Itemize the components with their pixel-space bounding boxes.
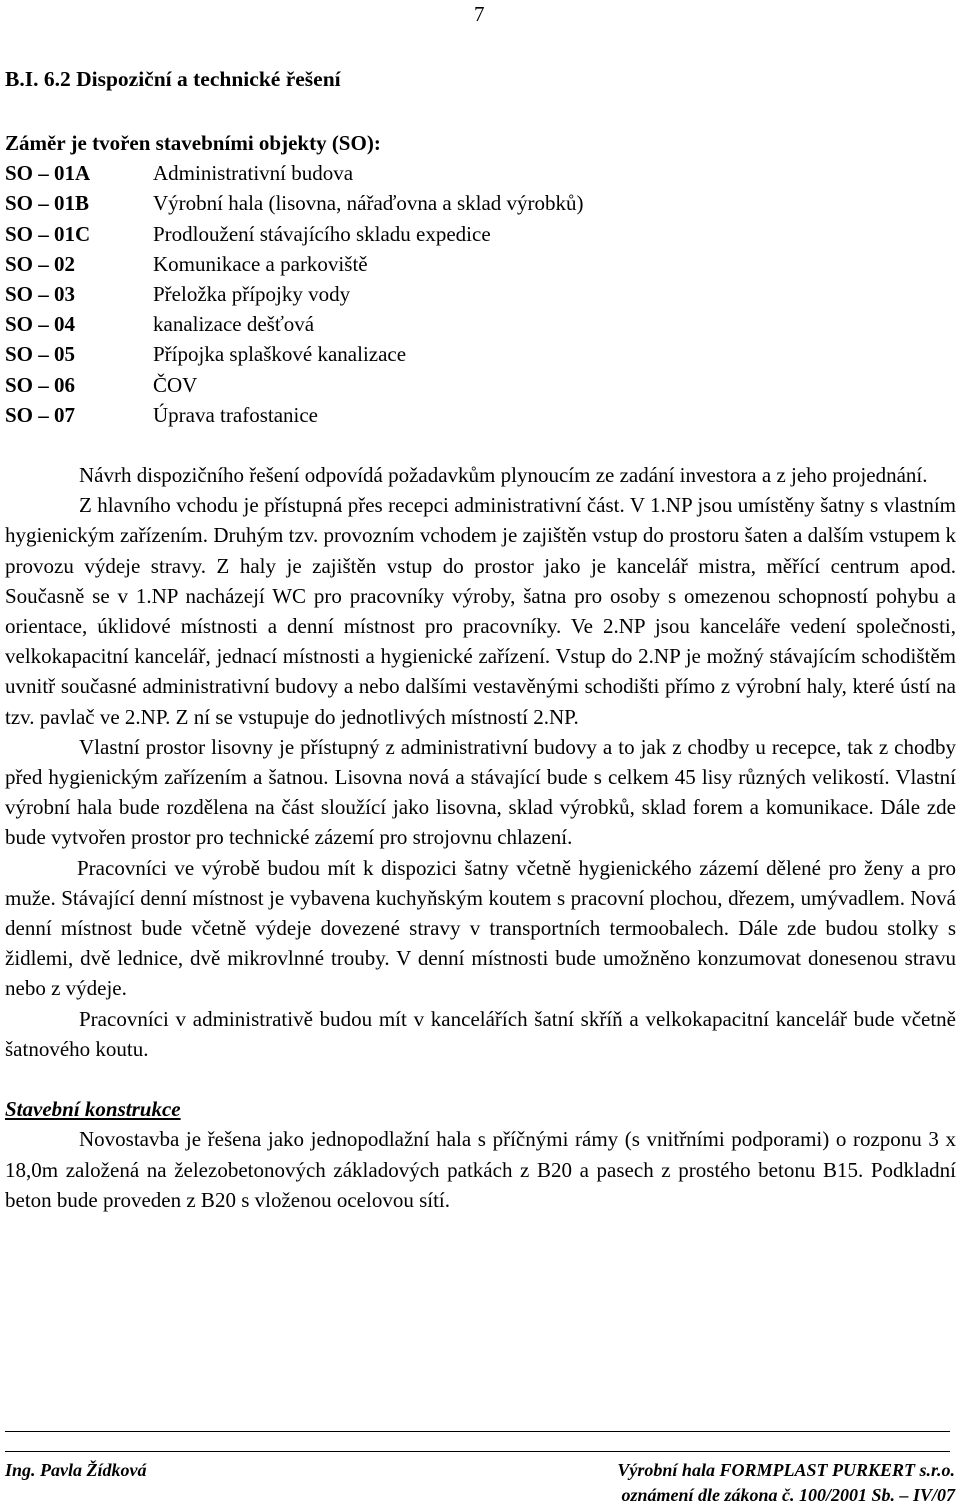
footer-divider	[5, 1431, 950, 1432]
list-item	[5, 370, 956, 400]
list-item	[5, 249, 956, 279]
object-name: ČOV	[153, 370, 956, 400]
objects-list	[5, 158, 956, 430]
paragraph-entrances: Z hlavního vchodu je přístupná přes recepci administrativní část. V 1.NP jsou umístěny šatny s vlastním hygienickým zařízením. Druhým tzv. provozním vchodem je zajištěn vstup do prostoru šaten a dalším vstupem k provozu výdeje stravy. Z haly je zajištěn vstup do prostor jako je kancelář mistra, měřící centrum apod. Současně se v 1.NP nacházejí WC pro pracovníky výroby, šatna pro osoby s omezenou schopností pohybu a orientace, úklidové místnosti a denní místnost pro pracovníky. Ve 2.NP jsou kanceláře vedení společnosti, velkokapacitní kancelář, jednací místnosti a hygienické zařízení. Vstup do 2.NP je možný stávajícím schodištěm uvnitř současné administrativní budovy a nebo dalšími vestavěnými schodišti přímo z výrobní haly, které ústí na tzv. pavlač ve 2.NP. Z ní se vstupuje do jednotlivých místností 2.NP.	[5, 490, 956, 732]
footer-divider	[5, 1451, 950, 1452]
object-code: SO – 01C	[5, 219, 153, 249]
object-name: Prodloužení stávajícího skladu expedice	[153, 219, 956, 249]
document-body	[5, 128, 956, 1215]
object-code: SO – 05	[5, 339, 153, 369]
object-name: Komunikace a parkoviště	[153, 249, 956, 279]
object-code: SO – 07	[5, 400, 153, 430]
objects-intro: Záměr je tvořen stavebními objekty (SO):	[5, 128, 956, 158]
footer-notice: oznámení dle zákona č. 100/2001 Sb. – IV/07	[5, 1483, 955, 1507]
paragraph-design: Návrh dispozičního řešení odpovídá požadavkům plynoucím ze zadání investora a z jeho projednání.	[5, 460, 956, 490]
construction-heading: Stavební konstrukce	[5, 1094, 956, 1124]
object-code: SO – 04	[5, 309, 153, 339]
page-footer	[5, 1458, 955, 1507]
list-item	[5, 309, 956, 339]
paragraph-admin-staff: Pracovníci v administrativě budou mít v kancelářích šatní skříň a velkokapacitní kancelář bude včetně šatnového koutu.	[5, 1004, 956, 1064]
list-item	[5, 158, 956, 188]
object-code: SO – 03	[5, 279, 153, 309]
object-name: Administrativní budova	[153, 158, 956, 188]
section-heading: B.I. 6.2 Dispoziční a technické řešení	[5, 67, 341, 92]
object-code: SO – 02	[5, 249, 153, 279]
list-item	[5, 219, 956, 249]
object-code: SO – 06	[5, 370, 153, 400]
list-item	[5, 279, 956, 309]
object-code: SO – 01A	[5, 158, 153, 188]
object-name: kanalizace dešťová	[153, 309, 956, 339]
footer-project: Výrobní hala FORMPLAST PURKERT s.r.o.	[617, 1458, 955, 1483]
paragraph-production-staff: Pracovníci ve výrobě budou mít k dispozici šatny včetně hygienického zázemí dělené pro ženy a pro muže. Stávající denní místnost je vybavena kuchyňským koutem s pracovní plochou, dřezem, umývadlem. Nová denní místnost bude včetně výdeje dovezené stravy v transportních termoobalech. Dále zde budou stolky s židlemi, dvě lednice, dvě mikrovlnné trouby. V denní místnosti bude umožněno konzumovat donesenou stravu nebo z výdeje.	[5, 853, 956, 1004]
page-number: 7	[474, 2, 485, 27]
list-item	[5, 400, 956, 430]
object-name: Přeložka přípojky vody	[153, 279, 956, 309]
paragraph-construction: Novostavba je řešena jako jednopodlažní hala s příčnými rámy (s vnitřními podporami) o rozponu 3 x 18,0m založená na železobetonových základových patkách z B20 a pasech z prostého betonu B15. Podkladní beton bude proveden z B20 s vloženou ocelovou sítí.	[5, 1124, 956, 1215]
paragraph-press-shop: Vlastní prostor lisovny je přístupný z administrativní budovy a to jak z chodby u recepce, tak z chodby před hygienickým zařízením a šatnou. Lisovna nová a stávající bude s celkem 45 lisy různých velikostí. Vlastní výrobní hala bude rozdělena na část sloužící jako lisovna, sklad výrobků, sklad forem a komunikace. Dále zde bude vytvořen prostor pro technické zázemí pro strojovnu chlazení.	[5, 732, 956, 853]
list-item	[5, 339, 956, 369]
footer-author: Ing. Pavla Žídková	[5, 1458, 147, 1483]
object-name: Výrobní hala (lisovna, nářaďovna a sklad výrobků)	[153, 188, 956, 218]
object-code: SO – 01B	[5, 188, 153, 218]
list-item	[5, 188, 956, 218]
object-name: Přípojka splaškové kanalizace	[153, 339, 956, 369]
object-name: Úprava trafostanice	[153, 400, 956, 430]
